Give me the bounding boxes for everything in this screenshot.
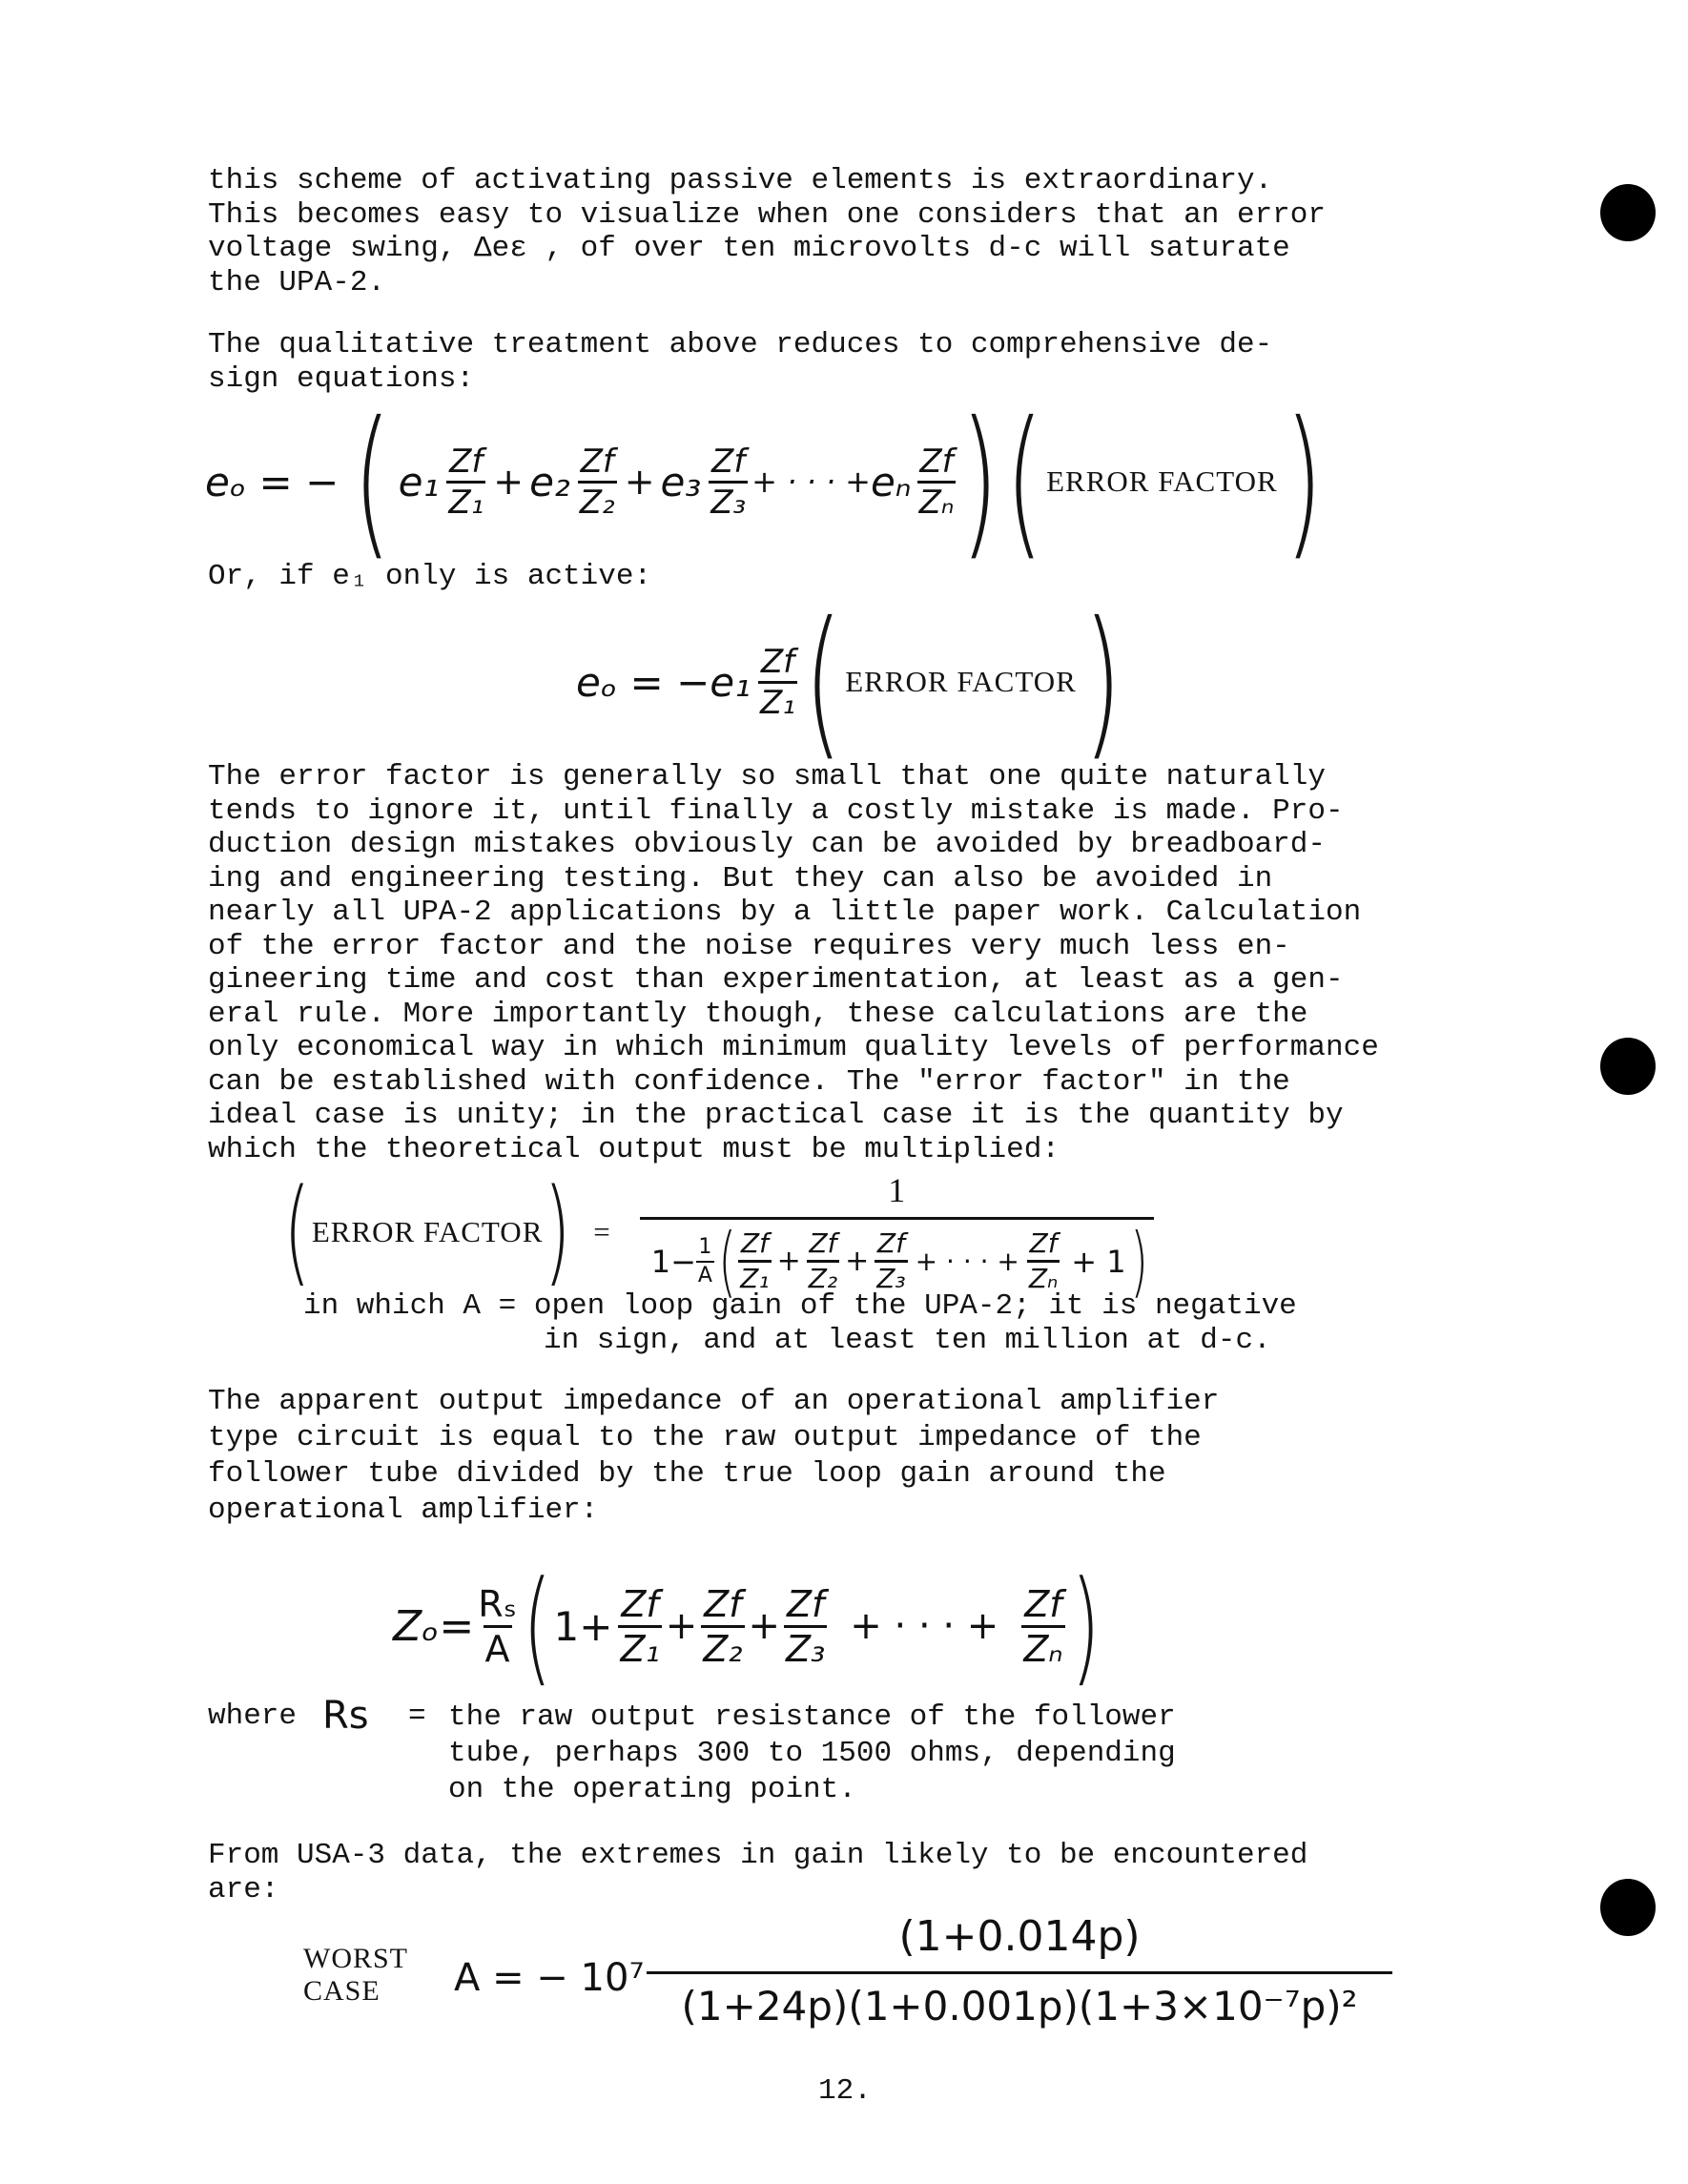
text-line: type circuit is equal to the raw output impedance of the	[208, 1421, 1202, 1454]
left-paren: (	[522, 1554, 552, 1699]
ellipsis: + · · · +	[850, 1604, 999, 1648]
text-or-e1-active	[208, 560, 651, 594]
fraction-one-over-a: $\frac{1}{A}$	[697, 1234, 712, 1288]
one-plus: 1+	[553, 1602, 613, 1650]
plus-sign: +	[748, 1604, 781, 1648]
eq1-term-e1: e₁	[398, 458, 440, 505]
binder-hole-bottom	[1600, 1879, 1656, 1936]
text-line: This becomes easy to visualize when one considers that an error	[208, 197, 1326, 232]
text-line: eral rule. More importantly though, these calculations are the	[208, 997, 1308, 1031]
text-line: in which A = open loop gain of the UPA-2; it is negative	[303, 1289, 1297, 1323]
right-paren: )	[1129, 1216, 1148, 1306]
eq1-term-en: eₙ	[870, 458, 912, 505]
fraction-zf-z2: $\frac{Zf}{\text{Z₂}}$	[579, 442, 615, 522]
left-paren: (	[1005, 387, 1043, 576]
plus-sign: +	[776, 1244, 801, 1278]
left-paren: (	[283, 1165, 311, 1298]
text-line: From USA-3 data, the extremes in gain likely to be encountered	[208, 1839, 1308, 1872]
text-line: nearly all UPA-2 applications by a little paper work. Calculation	[208, 896, 1362, 929]
fraction-zf-z3: $\frac{Zf}{\text{Z₃}}$	[876, 1227, 906, 1294]
equation-general-output	[205, 387, 1335, 576]
worst-case-fraction	[647, 1912, 1392, 2046]
text-line: the raw output resistance of the follower	[448, 1700, 1176, 1734]
right-paren: )	[960, 387, 999, 576]
page-number: 12.	[818, 2074, 872, 2108]
left-paren: (	[718, 1216, 736, 1306]
text-line: ideal case is unity; in the practical case it is the quantity by	[208, 1099, 1344, 1132]
text-line: on the operating point.	[448, 1773, 856, 1806]
fraction-bar	[647, 1971, 1392, 1974]
fraction-zf-z1: $\frac{Zf}{\text{Z₁}}$	[620, 1582, 660, 1670]
eq4-lhs: Zₒ=	[393, 1601, 475, 1651]
paragraph-qualitative	[208, 328, 1272, 396]
eq1-term-e3: e₃	[660, 458, 702, 505]
right-paren: )	[1284, 387, 1323, 576]
text-line: ing and engineering testing. But they can also be avoided in	[208, 861, 1273, 896]
error-factor-label: ERROR FACTOR	[1046, 464, 1278, 498]
paragraph-intro	[208, 164, 1326, 299]
equals-sign: =	[593, 1215, 611, 1248]
text-line: tube, perhaps 300 to 1500 ohms, depending	[448, 1737, 1176, 1770]
left-paren: (	[804, 587, 842, 776]
fraction-zf-z1: $\frac{Zf}{\text{Z₁}}$	[740, 1227, 770, 1294]
worst-case-numerator: (1+0.014p)	[898, 1912, 1141, 1961]
paragraph-error-factor	[208, 760, 1379, 1166]
text-line: this scheme of activating passive elements is extraordinary.	[208, 164, 1273, 197]
plus-sign: +	[845, 1244, 870, 1278]
fraction-zf-z3: $\frac{Zf}{\text{Z₃}}$	[710, 442, 747, 522]
right-paren: )	[544, 1165, 571, 1298]
binder-hole-middle	[1600, 1038, 1656, 1095]
text-line: operational amplifier:	[208, 1494, 599, 1527]
where-word: where	[208, 1700, 298, 1733]
fraction-zf-z1: $\frac{Zf}{\text{Z₁}}$	[448, 442, 484, 522]
text-line: voltage swing, Δeε , of over ten microvolts d-c will saturate	[208, 232, 1290, 265]
error-factor-label: ERROR FACTOR	[311, 1215, 544, 1248]
equation-error-factor	[275, 1165, 1154, 1306]
denominator	[640, 1216, 1154, 1306]
ellipsis: + · · · +	[915, 1245, 1019, 1277]
text-line: Or, if e₁ only is active:	[208, 560, 652, 593]
equation-worst-case	[303, 1912, 1400, 2046]
one-minus: 1−	[650, 1243, 696, 1280]
fraction-zf-z2: $\frac{Zf}{\text{Z₂}}$	[703, 1582, 743, 1670]
text-line: the UPA-2.	[208, 265, 386, 299]
text-line: tends to ignore it, until finally a costly mistake is made. Pro-	[208, 793, 1344, 828]
eq5-lhs: A = − 10⁷	[454, 1956, 645, 2000]
ellipsis: + · · · +	[751, 464, 871, 500]
worst-case-label: WORST CASE	[303, 1943, 408, 2007]
paragraph-output-impedance	[208, 1384, 1219, 1529]
text-line: The qualitative treatment above reduces to comprehensive de-	[208, 328, 1273, 361]
text-line: can be established with confidence. The "error factor" in the	[208, 1064, 1290, 1099]
plus-sign: +	[493, 461, 525, 503]
fraction-zf-z2: $\frac{Zf}{\text{Z₂}}$	[808, 1227, 838, 1294]
plus-sign: +	[665, 1604, 698, 1648]
eq1-lhs: eₒ = −	[205, 458, 340, 505]
rs-symbol: Rs	[322, 1694, 369, 1738]
text-line: The apparent output impedance of an operational amplifier	[208, 1385, 1220, 1418]
right-paren: )	[1083, 587, 1122, 776]
eq1-term-e2: e₂	[529, 458, 570, 505]
fraction-zf-zn: $\frac{Zf}{\text{Zₙ}}$	[1023, 1582, 1063, 1670]
left-paren: (	[353, 387, 392, 576]
plus-one: + 1	[1071, 1243, 1126, 1280]
text-line: duction design mistakes obviously can be avoided by breadboard-	[208, 828, 1326, 861]
numerator-one: 1	[888, 1170, 906, 1209]
text-line: gineering time and cost than experimentation, at least as a gen-	[208, 963, 1344, 997]
definition-open-loop-gain	[303, 1289, 1297, 1357]
text-line: in sign, and at least ten million at d-c.	[544, 1323, 1271, 1357]
fraction-zf-z3: $\frac{Zf}{\text{Z₃}}$	[786, 1582, 826, 1670]
paragraph-usa3-data	[208, 1839, 1307, 1906]
fraction-zf-zn: $\frac{Zf}{\text{Zₙ}}$	[1028, 1227, 1059, 1294]
fraction-zf-z1: $\frac{Zf}{\text{Z₁}}$	[759, 642, 795, 722]
fraction-rs-over-a: $\frac{\text{Rₛ}}{A}$	[478, 1582, 517, 1670]
worst-case-denominator: (1+24p)(1+0.001p)(1+3×10⁻⁷p)²	[681, 1983, 1358, 2029]
equation-output-impedance	[393, 1554, 1109, 1699]
text-line: sign equations:	[208, 361, 475, 396]
plus-sign: +	[624, 461, 655, 503]
error-factor-label: ERROR FACTOR	[845, 665, 1077, 698]
right-paren: )	[1070, 1554, 1101, 1699]
fraction-zf-zn: $\frac{Zf}{\text{Zₙ}}$	[918, 442, 955, 522]
rs-definition-text	[448, 1700, 1176, 1808]
equals-sign: =	[408, 1700, 426, 1733]
text-line: of the error factor and the noise requires very much less en-	[208, 929, 1290, 963]
text-line: only economical way in which minimum quality levels of performance	[208, 1031, 1379, 1064]
eq2-lhs: eₒ = −e₁	[576, 658, 751, 706]
text-line: follower tube divided by the true loop gain around the	[208, 1457, 1166, 1491]
equation-e1-only	[576, 587, 1134, 776]
error-factor-fraction	[640, 1170, 1154, 1306]
text-line: The error factor is generally so small that one quite naturally	[208, 760, 1326, 793]
text-line: which the theoretical output must be multiplied:	[208, 1132, 1060, 1166]
text-line: are:	[208, 1872, 279, 1906]
binder-hole-top	[1600, 184, 1656, 241]
